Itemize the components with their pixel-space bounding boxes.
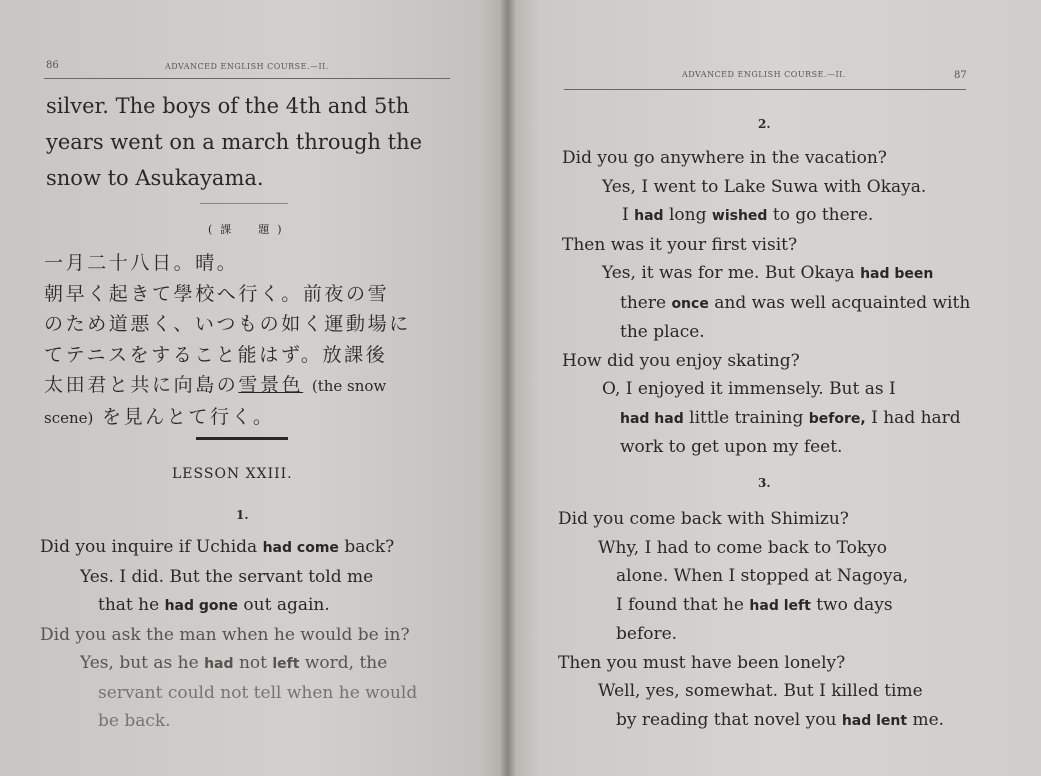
text: there xyxy=(620,292,667,313)
text-line: years went on a march through the xyxy=(46,130,423,154)
book-gutter xyxy=(500,0,516,776)
bold-term: had xyxy=(634,208,664,224)
bold-term: left xyxy=(272,656,300,672)
english-gloss: scene) xyxy=(44,408,94,427)
text: word, the xyxy=(304,653,388,673)
answer-line: servant could not tell when he would xyxy=(98,682,418,703)
question-line: Did you go anywhere in the vacation? xyxy=(562,148,887,168)
prose-paragraph xyxy=(46,88,448,196)
jp-line xyxy=(44,402,454,434)
text: little training xyxy=(689,407,804,428)
text-line: snow to Asukayama. xyxy=(46,166,264,190)
bold-term: had xyxy=(204,656,234,672)
question-line xyxy=(40,533,450,563)
bold-term: had lent xyxy=(841,712,908,729)
answer-line: be back. xyxy=(98,711,171,731)
page-number: 87 xyxy=(954,70,967,81)
divider xyxy=(200,203,288,204)
text: and was well acquainted with xyxy=(714,292,971,313)
text: Yes, but as he xyxy=(80,653,199,673)
answer-line: Well, yes, somewhat. But I killed time xyxy=(598,681,923,701)
bold-term: had come xyxy=(262,540,339,556)
running-head: ADVANCED ENGLISH COURSE.—II. xyxy=(165,62,329,71)
jp-line: 一月二十八日。晴。 xyxy=(44,252,239,274)
english-gloss: (the snow xyxy=(311,377,387,395)
jp-line: てテニスをすること能はず。放課後 xyxy=(44,343,388,366)
answer-line xyxy=(558,706,972,736)
question-line: Did you come back with Shimizu? xyxy=(558,509,849,529)
header-rule xyxy=(564,89,966,90)
page-number: 86 xyxy=(46,60,59,71)
answer-line: alone. When I stopped at Nagoya, xyxy=(616,566,909,586)
section-number: 1. xyxy=(236,508,249,522)
bold-term: had had xyxy=(620,410,684,427)
left-page xyxy=(0,0,508,776)
dialogue-3 xyxy=(558,505,972,735)
section-number: 2. xyxy=(758,117,771,131)
answer-line xyxy=(40,591,450,621)
text: Yes, it was for me. But Okaya xyxy=(602,263,855,283)
text: Did you inquire if Uchida xyxy=(40,537,258,557)
answer-line: Yes. I did. But the servant told me xyxy=(80,566,374,587)
answer-line xyxy=(558,591,972,621)
text: to go there. xyxy=(772,205,874,225)
jp-text: 太田君と共に向島の xyxy=(44,374,239,396)
section-number: 3. xyxy=(758,476,771,490)
jp-line: 朝早く起きて學校へ行く。前夜の雪 xyxy=(44,282,390,305)
jp-text: を見んとて行く。 xyxy=(102,405,275,428)
bold-term: wished xyxy=(711,208,768,224)
kadai-heading: (課 題) xyxy=(208,223,290,236)
answer-line xyxy=(562,201,972,231)
lesson-title: LESSON XXIII. xyxy=(172,466,293,482)
question-line: Then you must have been lonely? xyxy=(558,652,846,673)
text: by reading that novel you xyxy=(616,709,837,730)
jp-line xyxy=(44,370,454,402)
question-line: Did you ask the man when he would be in? xyxy=(40,624,410,645)
answer-line: work to get upon my feet. xyxy=(620,437,843,457)
text: two days xyxy=(816,594,893,615)
text: I had hard xyxy=(871,407,961,428)
jp-line: のため道悪く、いつもの如く運動場に xyxy=(44,313,411,335)
text: out again. xyxy=(243,595,330,615)
answer-line: the place. xyxy=(620,322,705,342)
dialogue-2 xyxy=(562,144,972,462)
question-line: How did you enjoy skating? xyxy=(562,350,800,371)
text: not xyxy=(238,653,267,673)
question-line: Then was it your first visit? xyxy=(562,234,798,255)
dialogue-1 xyxy=(40,533,450,736)
jp-underlined-term: 雪景色 xyxy=(238,374,304,396)
text: me. xyxy=(912,709,945,730)
text: I found that he xyxy=(616,594,744,615)
bold-term: had left xyxy=(749,597,811,614)
answer-line: before. xyxy=(616,624,678,644)
text: I xyxy=(622,205,629,225)
header-rule xyxy=(44,78,450,79)
text: back? xyxy=(344,537,395,557)
answer-line xyxy=(562,289,972,319)
section-divider xyxy=(196,437,288,440)
japanese-exercise xyxy=(44,248,454,433)
bold-term: had gone xyxy=(164,598,238,614)
answer-line: Why, I had to come back to Tokyo xyxy=(598,537,887,558)
answer-line: O, I enjoyed it immensely. But as I xyxy=(602,379,896,399)
running-head: ADVANCED ENGLISH COURSE.—II. xyxy=(682,70,846,79)
answer-line xyxy=(562,259,972,289)
text: long xyxy=(668,205,707,225)
answer-line xyxy=(562,404,972,434)
bold-term: had been xyxy=(860,266,934,282)
text-line: silver. The boys of the 4th and 5th xyxy=(46,94,410,118)
answer-line: Yes, I went to Lake Suwa with Okaya. xyxy=(602,176,927,197)
right-page xyxy=(508,0,1041,776)
bold-term: before, xyxy=(808,410,866,427)
text: that he xyxy=(98,595,160,615)
answer-line xyxy=(40,649,450,679)
bold-term: once xyxy=(671,295,709,312)
